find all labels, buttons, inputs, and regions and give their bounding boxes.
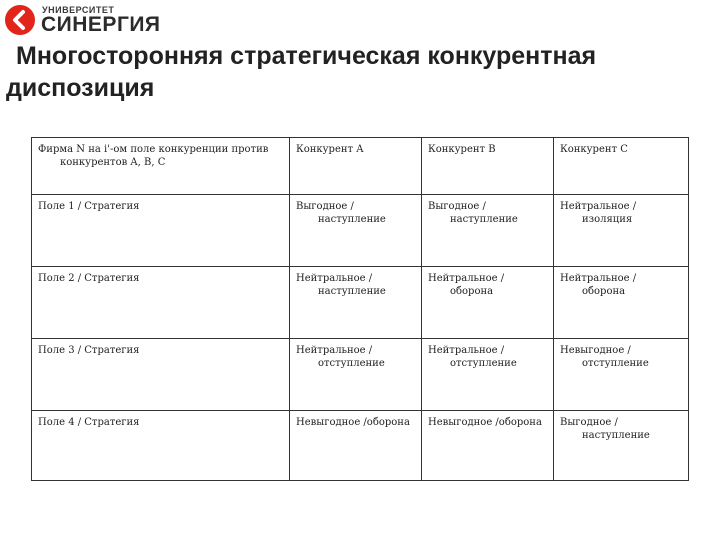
table-cell: Выгодное / наступление: [554, 411, 689, 481]
header-cell: Конкурент B: [422, 138, 554, 195]
table-row: [32, 267, 689, 339]
synergy-logo-icon: [4, 4, 36, 36]
university-logo: [4, 4, 174, 36]
table-cell: Поле 4 / Стратегия: [32, 411, 290, 481]
logo-university-text: УНИВЕРСИТЕТ: [42, 5, 115, 15]
table-cell: Нейтральное / изоляция: [554, 195, 689, 267]
table-row: [32, 339, 689, 411]
table-cell: Нейтральное / оборона: [554, 267, 689, 339]
table-row: [32, 195, 689, 267]
table-cell: Поле 3 / Стратегия: [32, 339, 290, 411]
table-cell: Нейтральное / наступление: [290, 267, 422, 339]
table-row: [32, 411, 689, 481]
table-cell: Выгодное / наступление: [290, 195, 422, 267]
table-header-row: [32, 138, 689, 195]
table-cell: Поле 1 / Стратегия: [32, 195, 290, 267]
table-cell: Поле 2 / Стратегия: [32, 267, 290, 339]
table-cell: Невыгодное /оборона: [422, 411, 554, 481]
logo-brand-text: СИНЕРГИЯ: [41, 13, 161, 36]
disposition-table: [31, 137, 689, 481]
table-cell: Нейтральное / отступление: [290, 339, 422, 411]
table-cell: Нейтральное / отступление: [422, 339, 554, 411]
table-cell: Нейтральное / оборона: [422, 267, 554, 339]
header-cell: Конкурент A: [290, 138, 422, 195]
table-cell: Выгодное / наступление: [422, 195, 554, 267]
table-cell: Невыгодное /отступление: [554, 339, 689, 411]
slide-title-line-2: диспозиция: [6, 74, 155, 102]
slide-title: [6, 40, 706, 104]
slide-title-line-1: Многосторонняя стратегическая конкурентная: [16, 42, 597, 70]
header-cell: Фирма N на i'-ом поле конкуренции против конкурентов A, B, C: [32, 138, 290, 195]
header-cell: Конкурент C: [554, 138, 689, 195]
table-cell: Невыгодное /оборона: [290, 411, 422, 481]
